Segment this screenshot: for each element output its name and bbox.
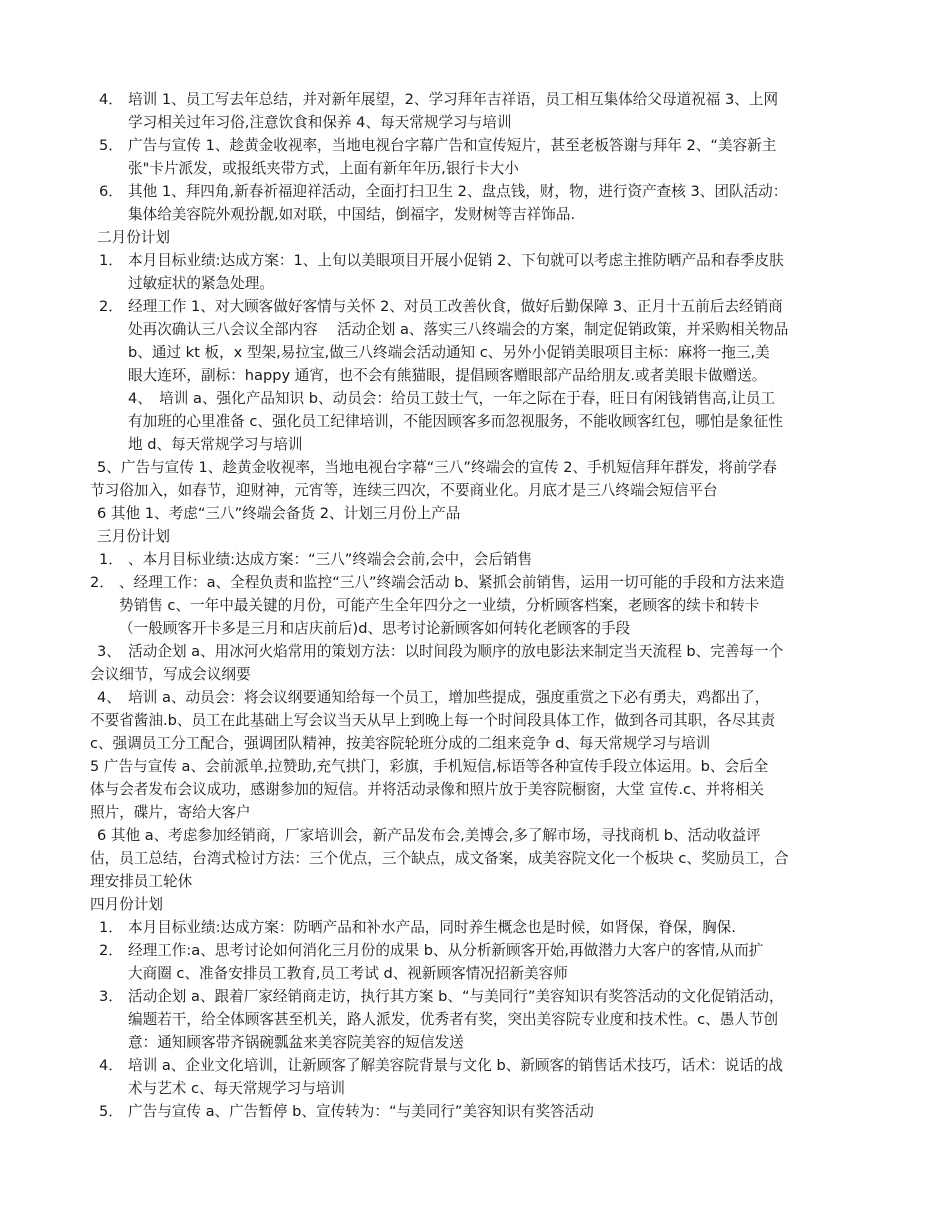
text-line: 术与艺术 c、每天常规学习与培训 bbox=[128, 1080, 345, 1097]
text-line: 广告与宣传 a、广告暂停 b、宣传转为：“与美同行”美容知识有奖答活动 bbox=[128, 1103, 594, 1120]
text-line: 本月目标业绩:达成方案：防晒产品和补水产品，同时养生概念也是时候，如肾保，脊保，胸保. bbox=[128, 919, 736, 936]
list-number: 3． bbox=[99, 988, 123, 1005]
text-line: 有加班的心里准备 c、强化员工纪律培训，不能因顾客多而忽视服务，不能收顾客红包，哪怕是象征性 bbox=[128, 413, 783, 430]
list-number: 6． bbox=[99, 183, 123, 200]
text-line: 其他 1、拜四角,新春祈福迎祥活动，全面打扫卫生 2、盘点钱，财，物，进行资产查核 3、团队活动： bbox=[128, 183, 788, 200]
text-line: 6 其他 a、考虑参加经销商，厂家培训会，新产品发布会,美博会,多了解市场，寻找商机 b、活动收益评 bbox=[97, 827, 761, 844]
text-line: 5 广告与宣传 a、会前派单,拉赞助,充气拱门，彩旗，手机短信,标语等各种宣传手段立体运用。b、会后全 bbox=[90, 758, 769, 775]
list-number: 5． bbox=[99, 137, 123, 154]
text-line: 体与会者发布会议成功，感谢参加的短信。并将活动录像和照片放于美容院橱窗，大堂 宣传.c、并将相关 bbox=[90, 781, 765, 798]
text-line: 活动企划 a、跟着厂家经销商走访，执行其方案 b、“与美同行”美容知识有奖答活动的文化促销活动， bbox=[128, 988, 784, 1005]
text-line: （一般顾客开卡多是三月和店庆前后)d、思考讨论新顾客如何转化老顾客的手段 bbox=[119, 620, 631, 637]
text-line: c、强调员工分工配合，强调团队精神，按美容院轮班分成的二组来竞争 d、每天常规学习与培训 bbox=[90, 735, 711, 752]
text-line: 广告与宣传 1、趁黄金收视率，当地电视台字幕广告和宣传短片，甚至老板答谢与拜年 2、“美容新主 bbox=[128, 137, 777, 154]
list-number: 1． bbox=[99, 919, 123, 936]
section-heading: 二月份计划 bbox=[97, 229, 170, 246]
text-line: 照片，碟片，寄给大客户 bbox=[90, 804, 251, 821]
text-line: 5、广告与宣传 1、趁黄金收视率，当地电视台字幕“三八”终端会的宣传 2、手机短信拜年群发，将前学春 bbox=[97, 459, 777, 476]
list-number: 4． bbox=[99, 1057, 123, 1074]
text-line: 不要省酱油.b、员工在此基础上写会议当天从早上到晚上每一个时间段具体工作，做到各司其职，各尽其责 bbox=[90, 712, 776, 729]
text-line: 集体给美容院外观扮靓,如对联，中国结，倒福字，发财树等吉祥饰品. bbox=[128, 206, 576, 223]
text-line: 处再次确认三八会议全部内容 活动企划 a、落实三八终端会的方案，制定促销政策，并采购相关物品 bbox=[128, 321, 789, 338]
text-line: 4、 培训 a、强化产品知识 b、动员会：给员工鼓士气，一年之际在于春，旺日有闲钱销售高,让员工 bbox=[128, 390, 776, 407]
list-number: 2． bbox=[99, 298, 123, 315]
text-line: 张"卡片派发，或报纸夹带方式，上面有新年年历,银行卡大小 bbox=[128, 160, 519, 177]
text-line: 培训 1、员工写去年总结，并对新年展望，2、学习拜年吉祥语，员工相互集体给父母道祝福 3、上网 bbox=[128, 91, 779, 108]
text-line: 、经理工作：a、全程负责和监控“三八”终端会活动 b、紧抓会前销售，运用一切可能的手段和方法来造 bbox=[119, 574, 785, 591]
text-line: 理安排员工轮休 bbox=[90, 873, 193, 890]
list-number: 4． bbox=[99, 91, 123, 108]
section-heading: 三月份计划 bbox=[97, 528, 170, 545]
text-line: 本月目标业绩:达成方案：1、上旬以美眼项目开展小促销 2、下旬就可以考虑主推防晒产品和春季皮肤 bbox=[128, 252, 784, 269]
list-number: 1． bbox=[99, 252, 123, 269]
text-line: 势销售 c、一年中最关键的月份，可能产生全年四分之一业绩，分析顾客档案，老顾客的续卡和转卡 bbox=[119, 597, 760, 614]
text-line: 过敏症状的紧急处理。 bbox=[128, 275, 274, 292]
text-line: 经理工作:a、思考讨论如何消化三月份的成果 b、从分析新顾客开始,再做潜力大客户的客情,从而扩 bbox=[128, 942, 764, 959]
list-number: 5． bbox=[99, 1103, 123, 1120]
text-line: 3、 活动企划 a、用冰河火焰常用的策划方法：以时间段为顺序的放电影法来制定当天流程 b、完善每一个 bbox=[97, 643, 784, 660]
text-line: 意：通知顾客带齐锅碗瓢盆来美容院美容的短信发送 bbox=[128, 1034, 464, 1051]
text-line: 会议细节，写成会议纲要 bbox=[90, 666, 251, 683]
list-number: 2． bbox=[90, 574, 114, 591]
section-heading: 四月份计划 bbox=[90, 896, 163, 913]
text-line: 4、 培训 a、动员会：将会议纲要通知给每一个员工，增加些提成，强度重赏之下必有勇夫，鸡都出了， bbox=[97, 689, 770, 706]
list-number: 1． bbox=[99, 551, 123, 568]
text-line: b、通过 kt 板，x 型架,易拉宝,做三八终端会活动通知 c、另外小促销美眼项目主标：麻将一拖三,美 bbox=[128, 344, 770, 361]
list-number: 2． bbox=[99, 942, 123, 959]
text-line: 大商圈 c、准备安排员工教育,员工考试 d、视新顾客情况招新美容师 bbox=[128, 965, 568, 982]
text-line: 培训 a、企业文化培训，让新顾客了解美容院背景与文化 b、新顾客的销售话术技巧，话术：说话的战 bbox=[128, 1057, 784, 1074]
text-line: 地 d、每天常规学习与培训 bbox=[128, 436, 303, 453]
text-line: 、本月目标业绩:达成方案：“三八”终端会会前,会中，会后销售 bbox=[128, 551, 533, 568]
text-line: 编题若干，给全体顾客甚至机关，路人派发，优秀者有奖，突出美容院专业度和技术性。c、愚人节创 bbox=[128, 1011, 779, 1028]
text-line: 学习相关过年习俗,注意饮食和保养 4、每天常规学习与培训 bbox=[128, 114, 512, 131]
text-line: 眼大连环，副标：happy 通宵，也不会有熊猫眼，提倡顾客赠眼部产品给朋友.或者美眼卡做赠送。 bbox=[128, 367, 767, 384]
text-line: 估，员工总结，台湾式检讨方法：三个优点，三个缺点，成文备案，成美容院文化一个板块 c、奖励员工，合 bbox=[90, 850, 789, 867]
text-line: 经理工作 1、对大顾客做好客情与关怀 2、对员工改善伙食，做好后勤保障 3、正月十五前后去经销商 bbox=[128, 298, 783, 315]
text-line: 节习俗加入，如春节，迎财神，元宵等，连续三四次，不要商业化。月底才是三八终端会短信平台 bbox=[90, 482, 718, 499]
text-line: 6 其他 1、考虑“三八”终端会备货 2、计划三月份上产品 bbox=[97, 505, 461, 522]
